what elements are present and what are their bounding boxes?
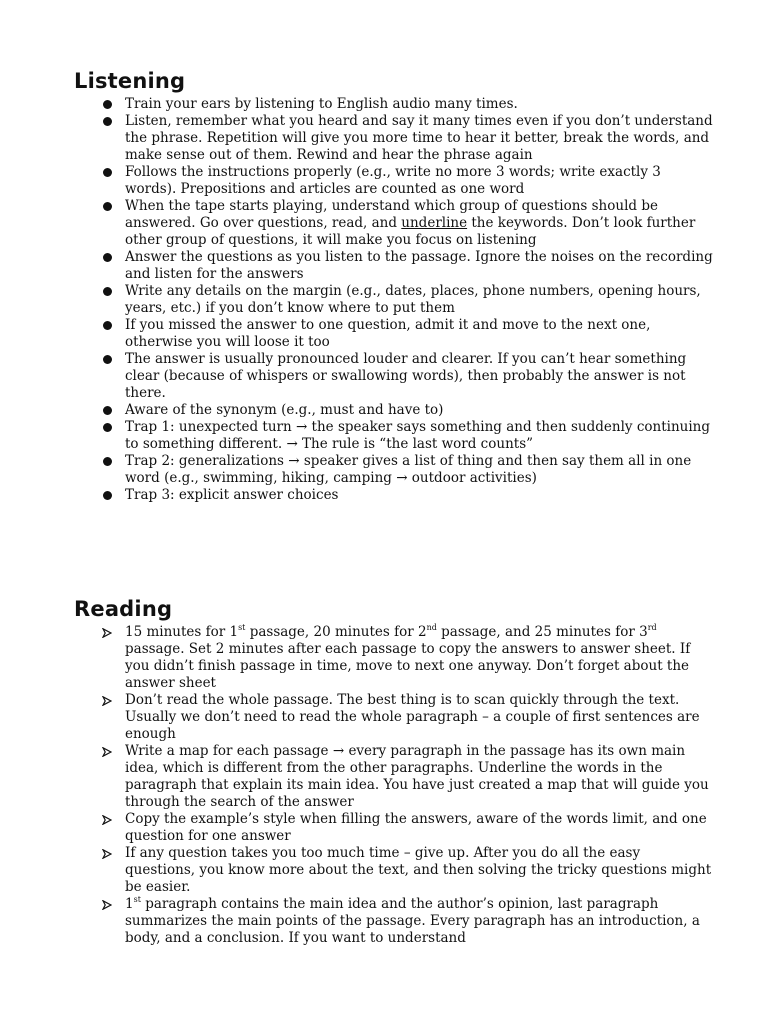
item-text [125,402,443,418]
text-run: Trap 3: explicit answer choices [125,487,339,503]
item-text [125,811,707,844]
text-run: Copy the example’s style when filling the answers, aware of the words limit, and one question for one answer [125,811,707,844]
reading-list-item [74,811,714,845]
text-run: 1 [125,896,134,912]
text-run: Trap 1: unexpected turn → the speaker says something and then suddenly continuing to something different. → The rule is “the last word counts” [125,419,710,452]
item-text [125,164,661,197]
text-run: the keywords. Don’t look further other group of questions, it will make you focus on listening [125,215,696,248]
round-bullet-icon [100,419,114,436]
text-run: paragraph contains the main idea and the author’s opinion, last paragraph summarizes the main points of the passage. Every paragraph has an introduction, a body, and a conclusion. If you want to understand [125,896,700,946]
text-run: passage. Set 2 minutes after each passage to copy the answers to answer sheet. If you didn’t finish passage in time, move to next one anyway. Don’t forget about the answer sheet [125,641,691,691]
reading-list-item [74,624,714,692]
arrowhead-bullet-icon [100,845,114,862]
reading-list-item [74,845,714,896]
text-run: Don’t read the whole passage. The best thing is to scan quickly through the text. Usually we don’t need to read the whole paragraph – a couple of first sentences are enough [125,692,700,742]
text-run: 15 minutes for 1 [125,624,239,640]
text-run: When the tape starts playing, understand which group of questions should be answered. Go over questions, read, and [125,198,658,231]
text-run: Write any details on the margin (e.g., dates, places, phone numbers, opening hours, years, etc.) if you don’t know where to put them [125,283,701,316]
listening-list [74,96,714,504]
item-text [125,96,518,112]
round-bullet-icon [100,487,114,504]
arrowhead-bullet-icon [100,743,114,760]
reading-section [74,594,714,947]
item-text [125,283,701,316]
text-run: Train your ears by listening to English audio many times. [125,96,518,112]
text-run: Listen, remember what you heard and say it many times even if you don’t understand the phrase. Repetition will give you more time to hear it better, break the words, and make sense out of them. Rewind and hear the phrase again [125,113,713,163]
text-run: passage, 20 minutes for 2 [245,624,427,640]
ordinal-suffix: st [238,623,246,632]
text-run: Trap 2: generalizations → speaker gives a list of thing and then say them all in one word (e.g., swimming, hiking, camping → outdoor activities) [125,453,692,486]
listening-list-item [74,487,714,504]
listening-heading: Listening [74,69,186,93]
reading-list-item [74,692,714,743]
listening-section [74,66,714,504]
item-text [125,487,338,503]
text-run: If you missed the answer to one question, admit it and move to the next one, otherwise you will loose it too [125,317,651,350]
item-text [125,743,709,810]
listening-list-item [74,113,714,164]
item-text [125,249,713,282]
reading-list-item [74,896,714,947]
item-text [125,624,690,691]
text-run: The answer is usually pronounced louder and clearer. If you can’t hear something clear (because of whispers or swallowing words), then probably the answer is not there. [125,351,687,401]
item-text [125,896,700,946]
listening-list-item [74,419,714,453]
item-text [125,113,713,163]
item-text [125,692,700,742]
item-text [125,351,686,401]
round-bullet-icon [100,198,114,215]
listening-list-item [74,249,714,283]
round-bullet-icon [100,317,114,334]
listening-list-item [74,198,714,249]
text-run: If any question takes you too much time – give up. After you do all the easy questions, you know more about the text, and then solving the tricky questions might be easier. [125,845,712,895]
arrowhead-bullet-icon [100,811,114,828]
text-run: Aware of the synonym (e.g., must and have to) [125,402,444,418]
round-bullet-icon [100,164,114,181]
reading-heading: Reading [74,597,173,621]
listening-list-item [74,453,714,487]
item-text [125,317,650,350]
ordinal-suffix: rd [647,623,657,632]
reading-list-item [74,743,714,811]
listening-list-item [74,96,714,113]
underlined-text: underline [401,215,468,231]
round-bullet-icon [100,113,114,130]
ordinal-suffix: st [133,895,141,904]
round-bullet-icon [100,283,114,300]
listening-list-item [74,351,714,402]
ordinal-suffix: nd [426,623,437,632]
round-bullet-icon [100,351,114,368]
item-text [125,198,695,248]
item-text [125,419,710,452]
listening-list-item [74,317,714,351]
item-text [125,453,691,486]
arrowhead-bullet-icon [100,624,114,641]
text-run: passage, and 25 minutes for 3 [436,624,648,640]
listening-list-item [74,402,714,419]
reading-list [74,624,714,947]
arrowhead-bullet-icon [100,692,114,709]
round-bullet-icon [100,96,114,113]
round-bullet-icon [100,402,114,419]
arrowhead-bullet-icon [100,896,114,913]
listening-list-item [74,164,714,198]
listening-list-item [74,283,714,317]
text-run: Follows the instructions properly (e.g., write no more 3 words; write exactly 3 words). Prepositions and articles are counted as one word [125,164,661,197]
item-text [125,845,711,895]
round-bullet-icon [100,249,114,266]
round-bullet-icon [100,453,114,470]
text-run: Write a map for each passage → every paragraph in the passage has its own main idea, which is different from the other paragraphs. Underline the words in the paragraph that explain its main idea. You have just created a map that will guide you through the search of the answer [125,743,709,810]
text-run: Answer the questions as you listen to the passage. Ignore the noises on the recording and listen for the answers [125,249,713,282]
